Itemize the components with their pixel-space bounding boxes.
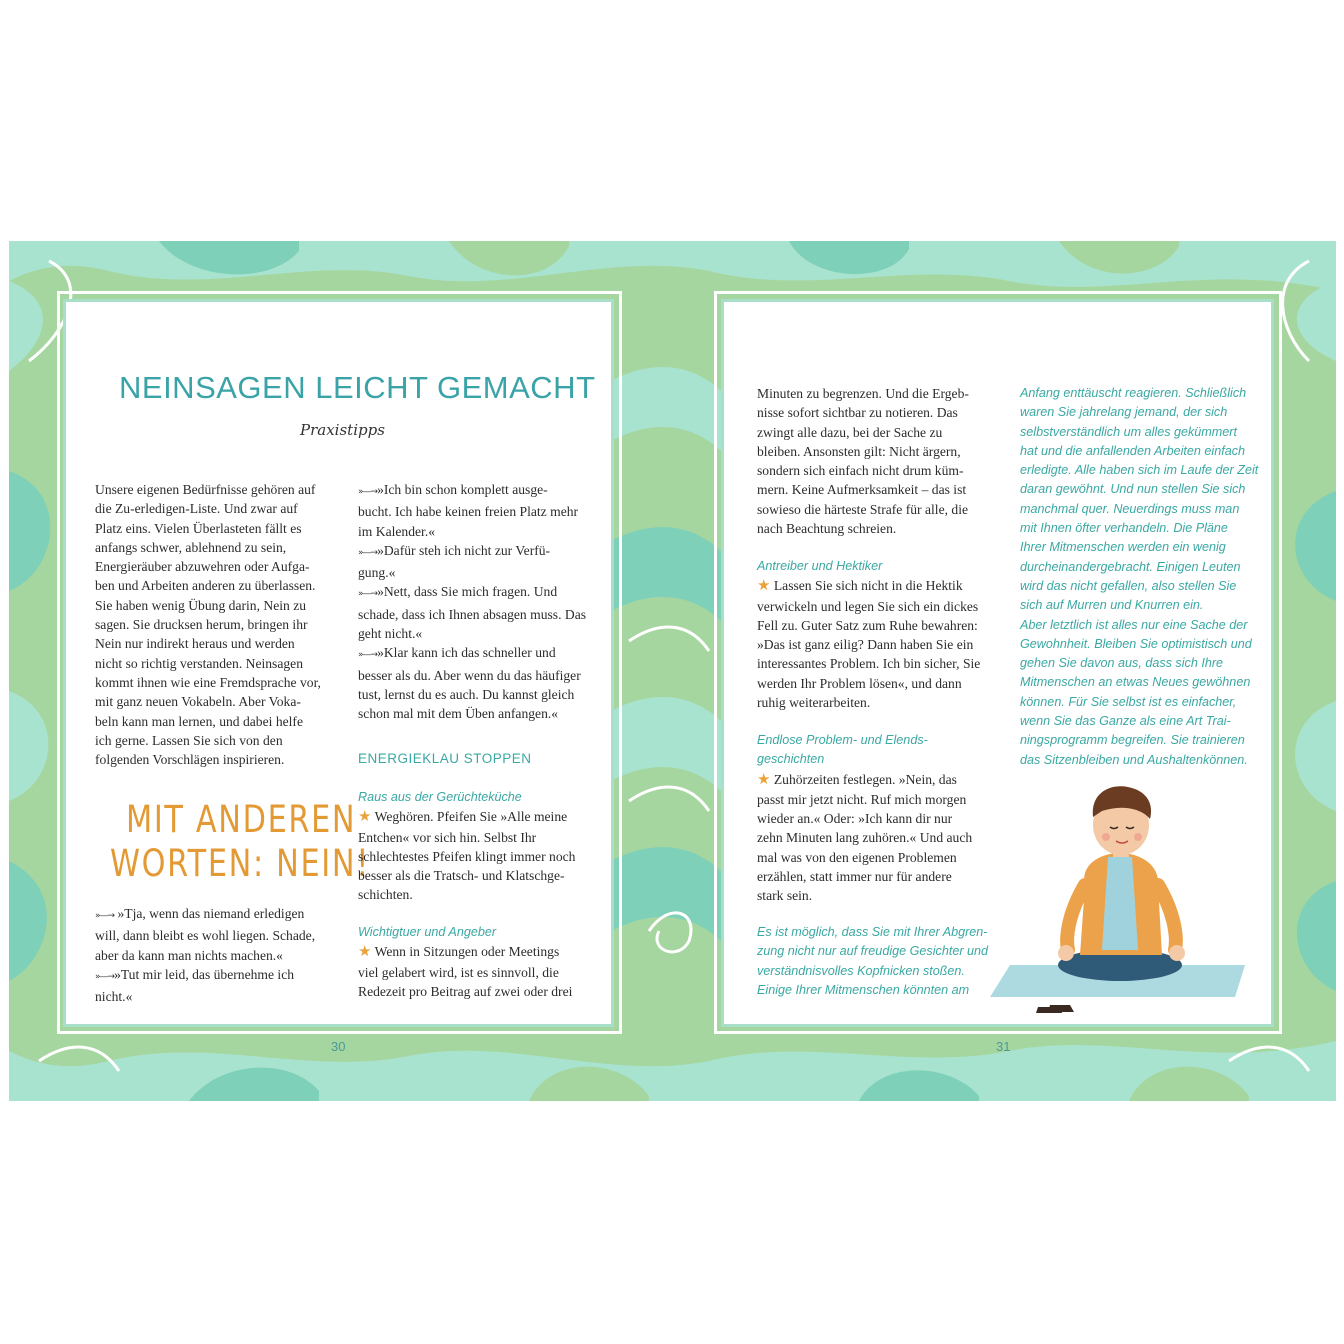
arrow-icon: »—→ [95, 911, 115, 921]
text-line: stark sein. [757, 888, 813, 904]
text-line: tust, lernst du es auch. Du kannst gleich [358, 686, 575, 702]
text-line: verwickeln und legen Sie sich ein dickes [757, 598, 979, 614]
text-line: waren Sie jahrelang jemand, der sich [1020, 405, 1228, 420]
text-line: nach Beachtung schreien. [757, 521, 897, 537]
quotes-top [358, 480, 593, 724]
right-col2 [1020, 384, 1260, 770]
text-line: »Nett, dass Sie mich fragen. Und [377, 584, 558, 600]
text-line: viel gelabert wird, ist es sinnvoll, die [358, 964, 559, 980]
text-line: werden Ihr Problem lösen«, und dann [757, 675, 962, 691]
text-line: Weghören. Pfeifen Sie »Alle meine [374, 809, 568, 825]
text-line: zehn Minuten lang zuhören.« Und auch [757, 830, 973, 846]
text-line: Gewohnheit. Bleiben Sie optimistisch und [1020, 636, 1252, 651]
text-line: im Kalender.« [358, 523, 436, 539]
text-line: Aber letztlich ist alles nur eine Sache der [1020, 617, 1248, 632]
text-line: ruhig weiterarbeiten. [757, 695, 871, 711]
text-line: anfangs schwer, ablehnend zu sein, [95, 539, 287, 555]
text-line: selbstverständlich um alles gekümmert [1020, 424, 1237, 439]
text-line: »Ich bin schon komplett ausge- [377, 482, 548, 497]
text-line: wieder an.« Oder: »Ich kann dir nur [757, 811, 953, 827]
text-line: erzählen, statt immer nur für andere [757, 869, 952, 885]
arrow-icon: »—→ [358, 589, 378, 600]
text-line: Wenn in Sitzungen oder Meetings [374, 944, 560, 960]
subheading: Antreiber und Hektiker [757, 559, 883, 573]
sub-section-endlose [757, 731, 992, 906]
handwritten-heading-2 [110, 841, 370, 887]
subheading: Endlose Problem- und Elends- [757, 733, 928, 747]
text-line: Ihrer Mitmenschen werden ein wenig [1020, 540, 1226, 555]
subheading: Raus aus der Gerüchteküche [358, 790, 522, 804]
page-number-left: 30 [331, 1039, 346, 1054]
text-line: aber da kann man nichts machen.« [95, 947, 283, 963]
text-line: will, dann bleibt es wohl liegen. Schade, [95, 928, 316, 944]
text-line: interessantes Problem. Ich bin sicher, Sie [757, 656, 981, 672]
quotes-bottom [95, 904, 330, 1006]
text-line: zung nicht nur auf freudige Gesichter und [757, 944, 989, 959]
text-line: Lassen Sie sich nicht in die Hektik [773, 578, 963, 594]
text-line: »Klar kann ich das schneller und [377, 645, 556, 661]
sub-section-antreiber [757, 557, 992, 712]
text-line: ningsprogramm begreifen. Sie trainieren [1020, 733, 1245, 748]
text-line: beln kann man lernen, und dabei helfe [95, 713, 303, 729]
text-line: Zuhörzeiten festlegen. »Nein, das [773, 771, 957, 787]
text-line: Platz eins. Vielen Überlasteten fällt es [95, 520, 302, 536]
subheading: Wichtigtuer und Angeber [358, 925, 497, 939]
text-line: zwingt alle dazu, bei der Sache zu [757, 424, 943, 440]
page-number-right: 31 [996, 1039, 1011, 1054]
text-line: Nein nur indirekt heraus und werden [95, 636, 295, 652]
text-line: die Zu-erledigen-Liste. Und zwar auf [95, 501, 298, 517]
arrow-icon: »—→ [358, 487, 378, 497]
meditating-man-icon [990, 785, 1250, 1020]
text-line: bucht. Ich habe keinen freien Platz mehr [358, 504, 579, 520]
italic-paragraph [757, 923, 992, 1000]
text-line: mal was von den eigenen Problemen [757, 849, 957, 865]
text-line: Einige Ihrer Mitmenschen könnten am [757, 982, 970, 997]
text-line: können. Für Sie selbst ist es einfacher, [1020, 694, 1237, 709]
text-line: sondern sich einfach nicht drum küm- [757, 463, 964, 479]
handwritten-heading [126, 797, 356, 843]
sub-section-geruechte [358, 788, 593, 905]
text-line: Mitmenschen an etwas Neues gewöhnen [1020, 675, 1251, 690]
text-line: kommt ihnen wie eine Fremdsprache vor, [95, 674, 321, 690]
text-line: ben und Arbeiten anderen zu überlassen. [95, 578, 316, 594]
right-col1-top [757, 384, 992, 538]
text-line: gehen Sie davon aus, dass sich Ihre [1020, 656, 1224, 671]
text-line: »Das ist ganz eilig? Dann haben Sie ein [757, 637, 974, 653]
text-line: Entchen« vor sich hin. Selbst Ihr [358, 829, 537, 845]
text-line: Minuten zu begrenzen. Und die Ergeb- [757, 386, 969, 401]
text-line: schichten. [358, 887, 413, 903]
section-heading: ENERGIEKLAU STOPPEN [358, 751, 532, 766]
text-line: Unsere eigenen Bedürfnisse gehören auf [95, 482, 316, 497]
text-line: bleiben. Ansonsten gilt: Nicht ärgern, [757, 443, 961, 459]
text-line: geht nicht.« [358, 626, 423, 642]
text-line: ich gerne. Lassen Sie sich von den [95, 732, 283, 748]
text-line: Sie haben wenig Übung darin, Nein zu [95, 597, 307, 613]
text-line: sagen. Sie drucksen herum, bringen ihr [95, 617, 308, 633]
star-icon: ★ [358, 809, 372, 826]
text-line: wird das nicht gefallen, also stellen Sie [1020, 578, 1237, 593]
text-line: Fell zu. Guter Satz zum Ruhe bewahren: [757, 617, 978, 633]
arrow-icon: »—→ [358, 650, 378, 661]
handwritten-line: MIT ANDEREN [126, 798, 357, 841]
text-line: schlechtestes Pfeifen klingt immer noch [358, 848, 576, 864]
text-line: mit Ihnen öfter verhandeln. Die Pläne [1020, 521, 1228, 536]
text-line: sich auf Murren und Knurren ein. [1020, 598, 1204, 613]
text-line: verständnisvolles Kopfnicken stoßen. [757, 963, 965, 978]
text-line: manchmal quer. Neuerdings muss man [1020, 501, 1240, 516]
text-line: mern. Keine Aufmerksamkeit – das ist [757, 482, 967, 498]
text-line: nisse sofort sichtbar zu notieren. Das [757, 405, 958, 421]
text-line: erledigte. Alle haben sich im Laufe der Zeit [1020, 463, 1259, 478]
text-line: Redezeit pro Beitrag auf zwei oder drei [358, 983, 573, 999]
text-line: das Sitzenbleiben und Aushaltenkönnen. [1020, 752, 1248, 767]
text-line: »Tut mir leid, das übernehme ich [114, 966, 295, 982]
text-line: nicht so richtig verstanden. Neinsagen [95, 655, 304, 671]
subheading: geschichten [757, 752, 825, 767]
page-subtitle: Praxistipps [300, 421, 385, 439]
text-line: Energieräuber abzuwehren oder Aufga- [95, 559, 310, 575]
sub-section-wichtigtuer [358, 923, 593, 1001]
star-icon: ★ [757, 771, 771, 788]
text-line: passt mir jetzt nicht. Ruf mich morgen [757, 791, 967, 807]
text-line: wenn Sie das Ganze als eine Art Trai- [1020, 714, 1231, 729]
handwritten-line: WORTEN: NEIN! [110, 842, 371, 885]
intro-text [95, 480, 330, 769]
text-line: besser als du. Aber wenn du das häufiger [358, 667, 581, 683]
text-line: schon mal mit dem Üben anfangen.« [358, 706, 559, 722]
text-line: mit ganz neuen Vokabeln. Aber Voka- [95, 694, 301, 710]
text-line: durcheinandergebracht. Einigen Leuten [1020, 559, 1241, 574]
page-title: NEINSAGEN LEICHT GEMACHT [119, 370, 596, 405]
text-line: sowieso die härteste Strafe für alle, die [757, 501, 969, 517]
text-line: hat und die anfallenden Arbeiten einfach [1020, 443, 1245, 458]
text-line: »Dafür steh ich nicht zur Verfü- [377, 542, 551, 558]
text-line: schade, dass ich Ihnen absagen muss. Das [358, 606, 587, 622]
star-icon: ★ [358, 944, 372, 961]
star-icon: ★ [757, 578, 771, 595]
arrow-icon: »—→ [95, 971, 115, 982]
text-line: »Tja, wenn das niemand erledigen [117, 906, 305, 921]
text-line: gung.« [358, 565, 396, 581]
text-line: Anfang enttäuscht reagieren. Schließlich [1020, 386, 1247, 400]
text-line: besser als die Tratsch- und Klatschge- [358, 868, 565, 884]
text-line: folgenden Vorschlägen inspirieren. [95, 752, 285, 768]
text-line: nicht.« [95, 989, 133, 1005]
arrow-icon: »—→ [358, 547, 378, 558]
text-line: daran gewöhnt. Und nun stellen Sie sich [1020, 482, 1246, 497]
text-line: Es ist möglich, dass Sie mit Ihrer Abgren- [757, 925, 988, 939]
